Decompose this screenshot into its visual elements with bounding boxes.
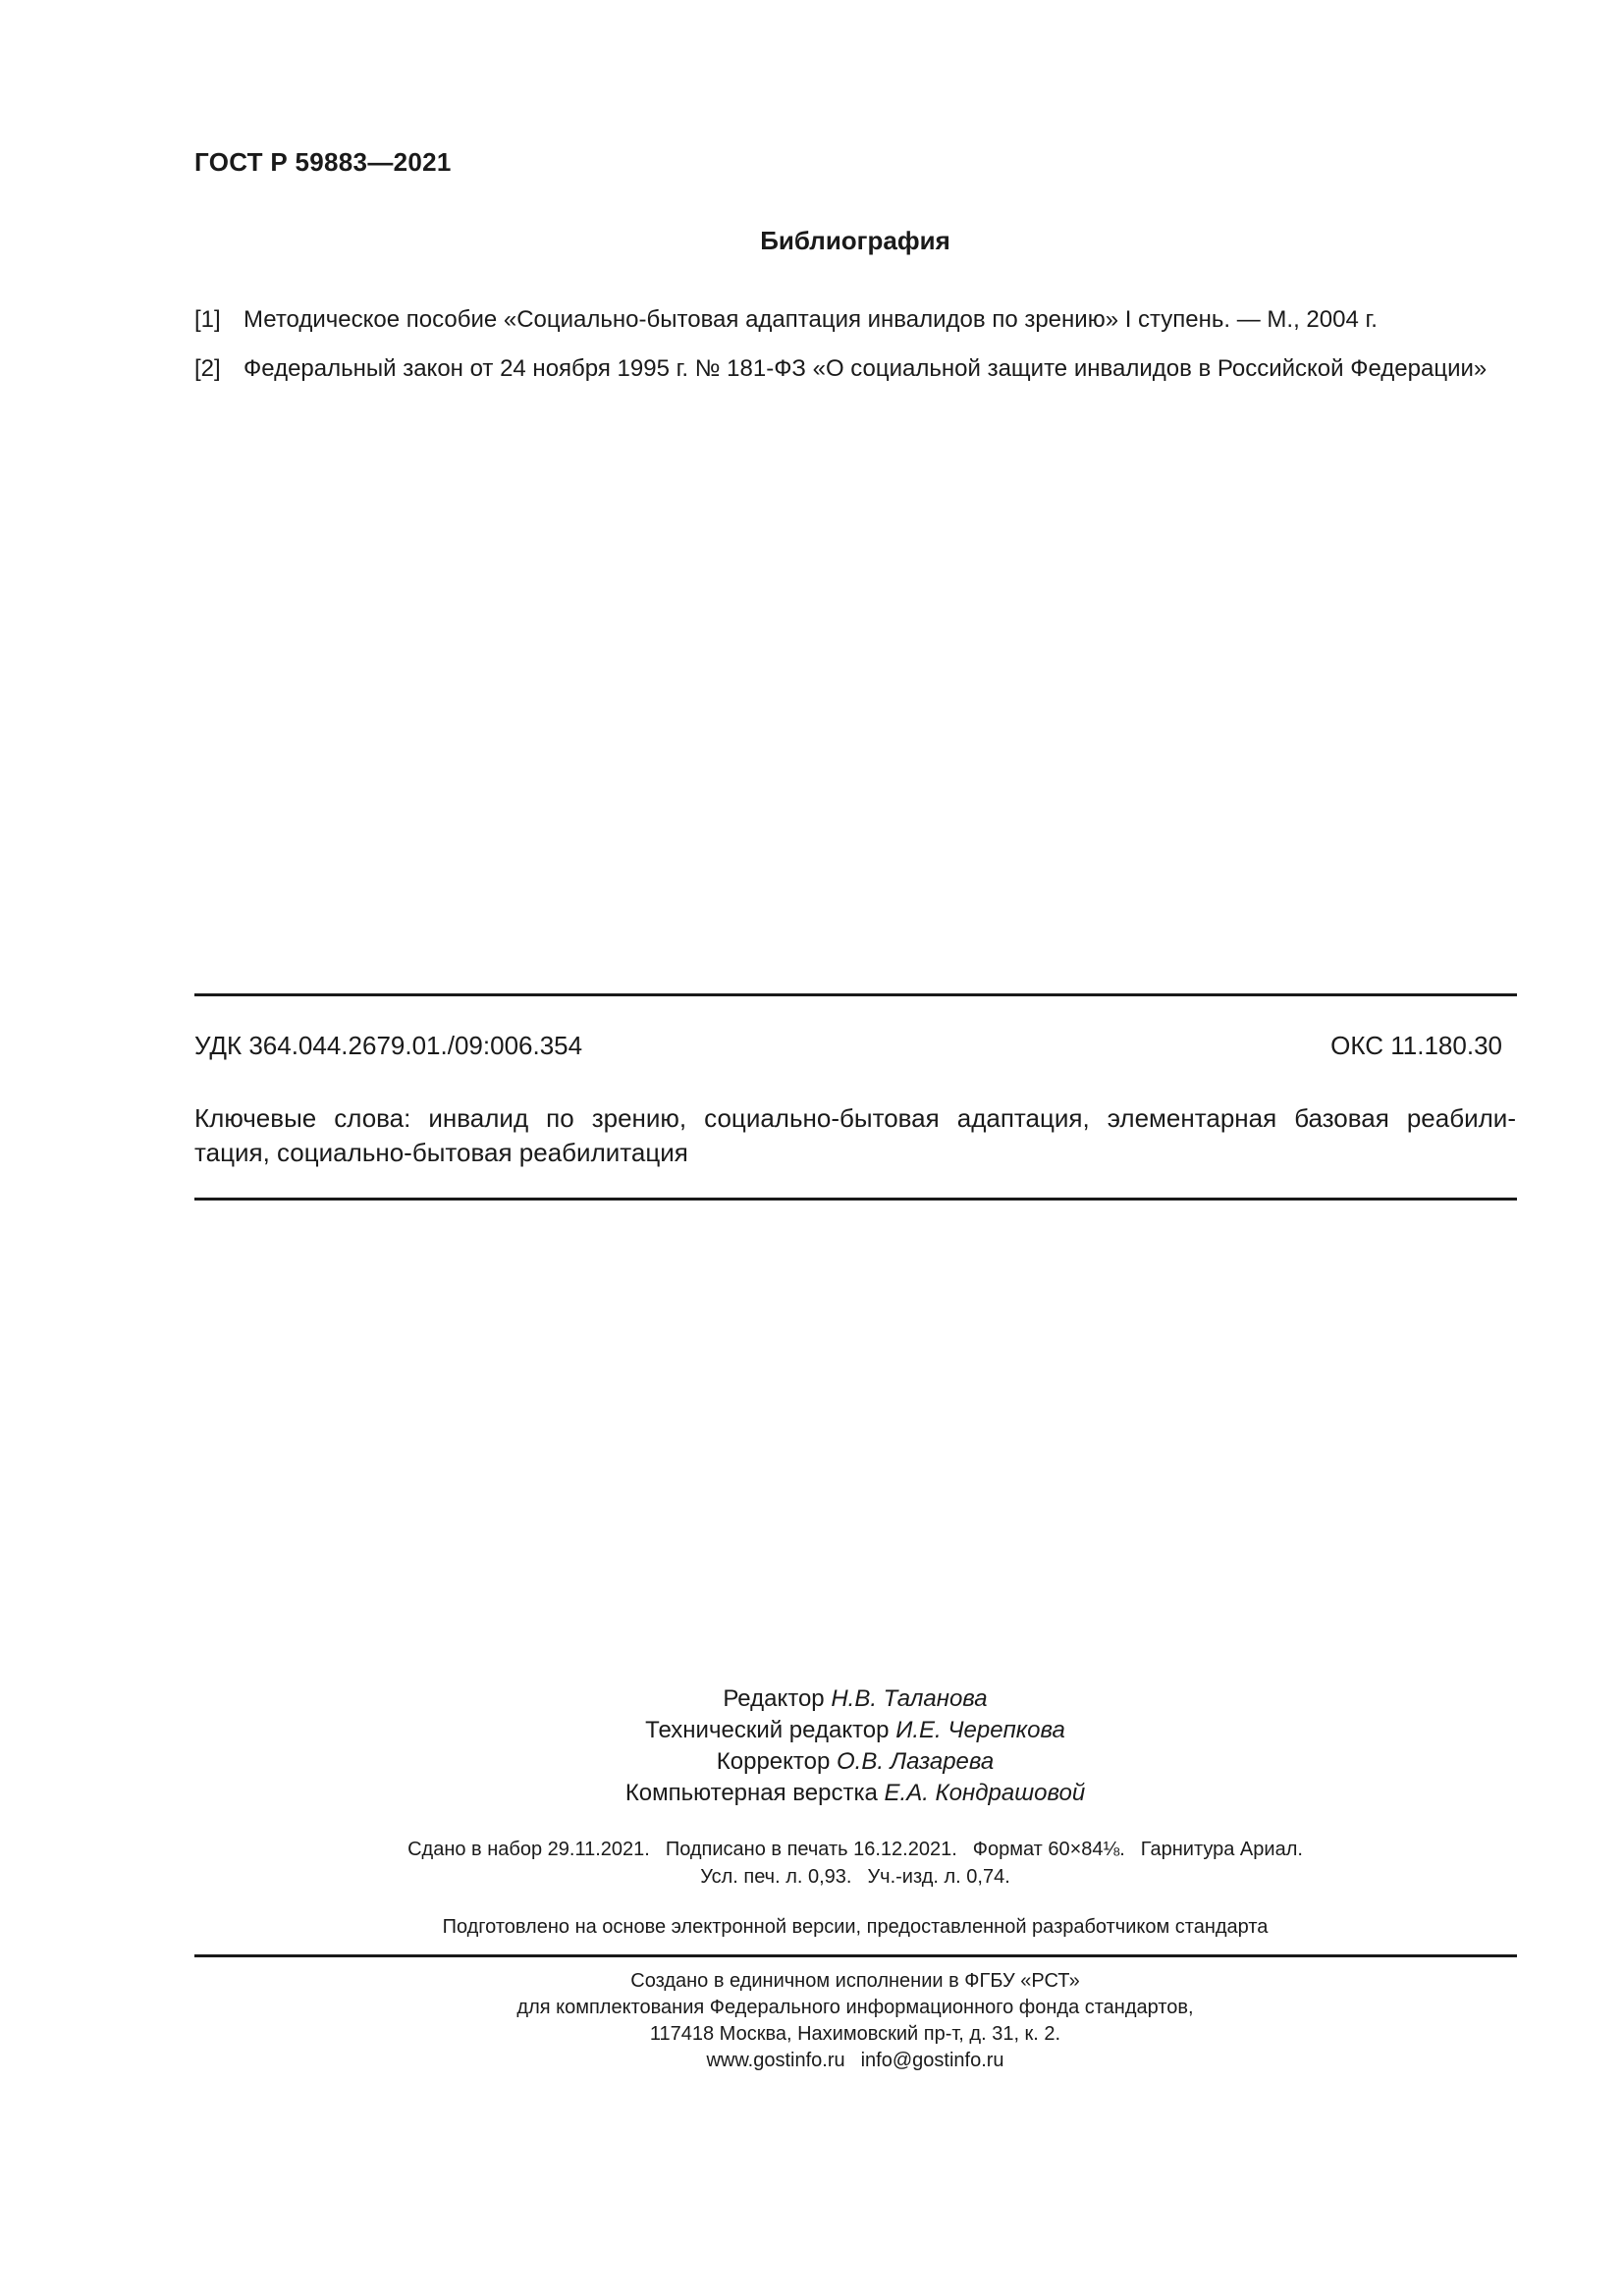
footer-contacts [0, 2048, 1624, 2074]
credit-role: Компьютерная верстка [624, 1780, 878, 1806]
divider [194, 1198, 1517, 1201]
reference-number: [2] [194, 355, 221, 382]
keywords [194, 1101, 1516, 1170]
signed-date: Подписано в печать 16.12.2021. [665, 1839, 957, 1860]
divider [194, 993, 1517, 996]
reference-item [194, 304, 1516, 339]
credit-name: Е.А. Кондрашовой [884, 1780, 1086, 1806]
website-link[interactable]: www.gostinfo.ru [706, 2050, 845, 2071]
reference-number: [1] [194, 306, 221, 333]
credit-line [0, 1746, 1624, 1778]
print-info-line [0, 1863, 1624, 1891]
footer-line: 117418 Москва, Нахимовский пр-т, д. 31, к. 2. [649, 2023, 1061, 2045]
credits-block [0, 1683, 1624, 1809]
publisher-footer [0, 1968, 1624, 2074]
credit-line [0, 1683, 1624, 1715]
footer-line: для комплектования Федерального информационного фонда стандартов, [516, 1997, 1194, 2018]
reference-text: Федеральный закон от 24 ноября 1995 г. № 181-ФЗ «О социальной защите инвалидов в Российской Федерации» [244, 355, 1488, 382]
footer-line: Создано в единичном исполнении в ФГБУ «РСТ» [630, 1970, 1080, 1992]
print-info [0, 1836, 1624, 1891]
publisher-sheets: Уч.-изд. л. 0,74. [867, 1866, 1010, 1888]
paper-format: Формат 60×84⅛. [972, 1839, 1125, 1860]
credit-name: Н.В. Таланова [831, 1685, 988, 1712]
divider [194, 1954, 1517, 1957]
credit-line [0, 1778, 1624, 1809]
credit-line [0, 1715, 1624, 1746]
standard-code: ГОСТ Р 59883—2021 [194, 147, 452, 177]
reference-item [194, 353, 1516, 422]
credit-role: Технический редактор [645, 1717, 890, 1743]
credit-role: Корректор [716, 1748, 831, 1775]
typeface: Гарнитура Ариал. [1140, 1839, 1303, 1860]
prepared-note: Подготовлено на основе электронной версии, предоставленной разработчиком стандарта [442, 1916, 1269, 1938]
keywords-line: тация, социально-бытовая реабилитация [194, 1138, 688, 1167]
printed-sheets: Усл. печ. л. 0,93. [700, 1866, 852, 1888]
reference-text: Методическое пособие «Социально-бытовая адаптация инвалидов по зрению» I ступень. — М., 2004 г. [244, 306, 1378, 333]
print-info-line [0, 1836, 1624, 1863]
keywords-line: Ключевые слова: инвалид по зрению, социально-бытовая адаптация, элементарная базовая реабили- [194, 1103, 1516, 1133]
credit-role: Редактор [723, 1685, 825, 1712]
submitted-date: Сдано в набор 29.11.2021. [407, 1839, 650, 1860]
credit-name: И.Е. Черепкова [895, 1717, 1065, 1743]
bibliography-title: Библиография [760, 226, 950, 255]
oks-code: ОКС 11.180.30 [1330, 1031, 1502, 1060]
udk-code: УДК 364.044.2679.01./09:006.354 [194, 1031, 583, 1060]
email-link[interactable]: info@gostinfo.ru [860, 2050, 1004, 2071]
credit-name: О.В. Лазарева [837, 1748, 995, 1775]
